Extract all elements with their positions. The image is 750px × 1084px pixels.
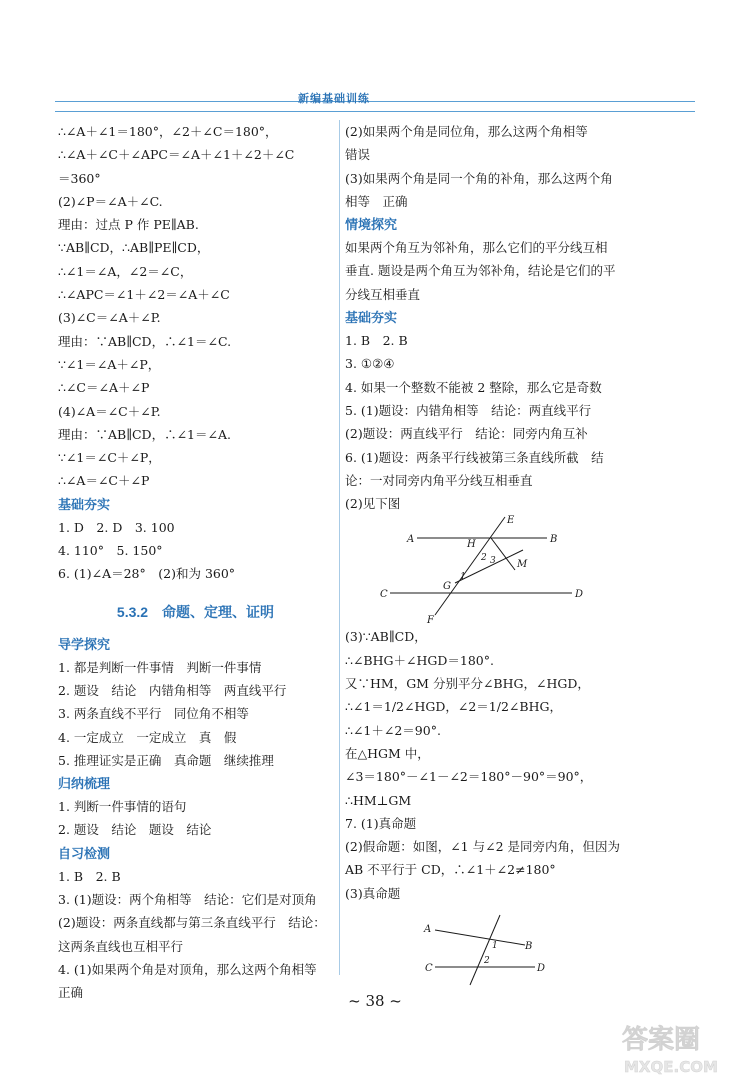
answer-line: ∴∠1＋∠2＝90°. — [345, 722, 441, 738]
answer-line: 4. (1)如果两个角是对顶角，那么这两个角相等 — [58, 961, 317, 977]
answer-line: 3. ①②④ — [345, 356, 395, 372]
answer-line: 1. 都是判断一件事情 判断一件事情 — [58, 659, 262, 675]
left-answers-b — [58, 516, 333, 586]
watermark-url: MXQE.COM — [624, 1058, 718, 1076]
column-divider — [339, 120, 340, 975]
section-heading-basic-2: 基础夯实 — [345, 310, 398, 326]
fig1-label: 2 — [481, 553, 487, 564]
answer-line: ∴∠BHG＋∠HGD＝180°. — [345, 652, 494, 668]
right-answers-a — [345, 120, 645, 213]
answer-line: ∠3＝180°－∠1－∠2＝180°－90°＝90°， — [345, 769, 593, 785]
right-answers-d — [345, 625, 645, 905]
answer-line: 分线互相垂直 — [345, 286, 421, 302]
answer-line: ∴∠APC＝∠1＋∠2＝∠A＋∠C — [58, 287, 230, 303]
fig2-label: 1 — [492, 941, 498, 952]
answer-line: 1. B 2. B — [58, 868, 121, 884]
answer-line: ∴∠A＝∠C＋∠P — [58, 473, 150, 489]
fig1-label: 1 — [460, 572, 466, 583]
fig1-label: A — [407, 534, 415, 546]
fig2-label: B — [525, 941, 533, 953]
answer-line: 5. (1)题设：内错角相等 结论：两直线平行 — [345, 402, 592, 418]
section-heading-scenario: 情境探究 — [345, 217, 398, 233]
answer-line: ＝360° — [58, 170, 101, 186]
answer-line: (3)∵AB∥CD， — [345, 629, 427, 645]
left-answers-a — [58, 120, 333, 493]
answer-line: (2)题设：两直线平行 结论：同旁内角互补 — [345, 426, 588, 442]
section-heading-guide: 导学探究 — [58, 636, 111, 652]
answer-line: (2)∠P＝∠A＋∠C. — [58, 193, 163, 209]
answer-line: 理由：∵AB∥CD，∴∠1＝∠A. — [58, 426, 231, 442]
answer-line: 如果两个角互为邻补角，那么它们的平分线互相 — [345, 240, 608, 256]
answer-line: 4. 一定成立 一定成立 真 假 — [58, 729, 237, 745]
figure-parallel-bisectors — [345, 515, 645, 625]
fig1-label: C — [380, 589, 388, 601]
left-answers-e — [58, 865, 333, 1005]
section-heading-selfcheck: 自习检测 — [58, 845, 111, 861]
fig1-label: B — [550, 534, 558, 546]
answer-line: 正确 — [58, 985, 84, 1001]
answer-line: 3. 两条直线不平行 同位角不相等 — [58, 706, 249, 722]
answer-line: 相等 正确 — [345, 193, 408, 209]
answer-line: ∴∠1＝1/2∠HGD，∠2＝1/2∠BHG， — [345, 699, 562, 715]
answer-line: (2)如果两个角是同位角，那么这两个角相等 — [345, 124, 588, 139]
answer-line: 论：一对同旁内角平分线互相垂直 — [345, 472, 533, 488]
answer-line: 2. 题设 结论 内错角相等 两直线平行 — [58, 682, 287, 698]
fig1-label: H — [467, 539, 476, 551]
answer-line: 7. (1)真命题 — [345, 815, 417, 831]
fig1-label: F — [427, 615, 434, 626]
answer-line: 5. 推理证实是正确 真命题 继续推理 — [58, 752, 274, 768]
watermark-text: 答案圈 — [622, 1025, 701, 1055]
header-title: 新编基础训练 — [298, 92, 370, 105]
answer-line: ∴∠A＋∠C＋∠APC＝∠A＋∠1＋∠2＋∠C — [58, 147, 295, 163]
page-header — [0, 84, 750, 114]
answer-line: 又∵HM，GM 分别平分∠BHG，∠HGD， — [345, 676, 590, 692]
answer-line: (2)假命题：如图，∠1 与∠2 是同旁内角，但因为 — [345, 839, 621, 855]
answer-line: ∴∠1＝∠A，∠2＝∠C， — [58, 263, 193, 279]
left-answers-d — [58, 795, 333, 842]
answer-line: 3. (1)题设：两个角相等 结论：它们是对顶角 — [58, 892, 317, 908]
section-heading-basic: 基础夯实 — [58, 496, 111, 512]
answer-line: 1. B 2. B — [345, 333, 408, 349]
answer-line: 错误 — [345, 147, 371, 163]
right-answers-b — [345, 236, 645, 306]
answer-line: 这两条直线也互相平行 — [58, 938, 184, 954]
answer-line: ∴HM⊥GM — [345, 792, 412, 808]
fig1-label: G — [443, 581, 451, 593]
answer-line: 理由：过点 P 作 PE∥AB. — [58, 217, 199, 233]
answer-line: (3)如果两个角是同一个角的补角，那么这两个角 — [345, 170, 613, 186]
answer-line: (2)见下图 — [345, 496, 401, 512]
answer-line: 4. 110° 5. 150° — [58, 543, 163, 559]
left-answers-c — [58, 656, 333, 772]
watermark-logo — [618, 1018, 736, 1078]
answer-line: ∵∠1＝∠A＋∠P， — [58, 356, 161, 372]
answer-line: AB 不平行于 CD，∴∠1＋∠2≠180° — [345, 862, 556, 878]
answer-line: 垂直. 题设是两个角互为邻补角，结论是它们的平 — [345, 263, 616, 279]
fig2-label: A — [424, 924, 432, 936]
fig1-label: M — [517, 559, 528, 571]
answer-line: 理由：∵AB∥CD，∴∠1＝∠C. — [58, 333, 232, 349]
answer-line: (4)∠A＝∠C＋∠P. — [58, 403, 161, 419]
answer-line: (3)∠C＝∠A＋∠P. — [58, 310, 161, 326]
left-column — [58, 120, 333, 1005]
section-heading-summary: 归纳梳理 — [58, 776, 111, 792]
right-answers-c — [345, 329, 645, 515]
fig2-label: C — [425, 963, 433, 975]
fig1-label: 3 — [490, 556, 496, 567]
fig2-label: D — [537, 963, 546, 975]
fig1-label: E — [507, 515, 515, 527]
answer-line: 4. 如果一个整数不能被 2 整除，那么它是奇数 — [345, 379, 602, 395]
figure-non-parallel-lines — [345, 905, 645, 990]
fig2-label: 2 — [484, 956, 490, 967]
fig1-label: D — [575, 589, 584, 601]
header-rule-bottom — [55, 111, 695, 112]
answer-line: 在△HGM 中， — [345, 745, 430, 761]
answer-line: ∴∠C＝∠A＋∠P — [58, 380, 150, 396]
answer-line: 6. (1)题设：两条平行线被第三条直线所截 结 — [345, 449, 604, 465]
answer-line: 1. D 2. D 3. 100 — [58, 519, 175, 535]
answer-line: ∵AB∥CD，∴AB∥PE∥CD， — [58, 240, 210, 256]
header-rule-top — [55, 101, 695, 102]
answer-line: 6. (1)∠A＝28° (2)和为 360° — [58, 566, 236, 582]
right-column — [345, 120, 645, 990]
answer-line: (2)题设：两条直线都与第三条直线平行 结论： — [58, 915, 326, 931]
answer-line: ∵∠1＝∠C＋∠P， — [58, 450, 161, 466]
chapter-title: 5.3.2 命题、定理、证明 — [116, 603, 275, 620]
answer-line: ∴∠A＋∠1＝180°，∠2＋∠C＝180°， — [58, 124, 278, 139]
page-number: ~ 38 ~ — [348, 992, 402, 1010]
answer-line: 2. 题设 结论 题设 结论 — [58, 822, 212, 838]
answer-line: 1. 判断一件事情的语句 — [58, 799, 187, 815]
answer-line: (3)真命题 — [345, 885, 401, 901]
